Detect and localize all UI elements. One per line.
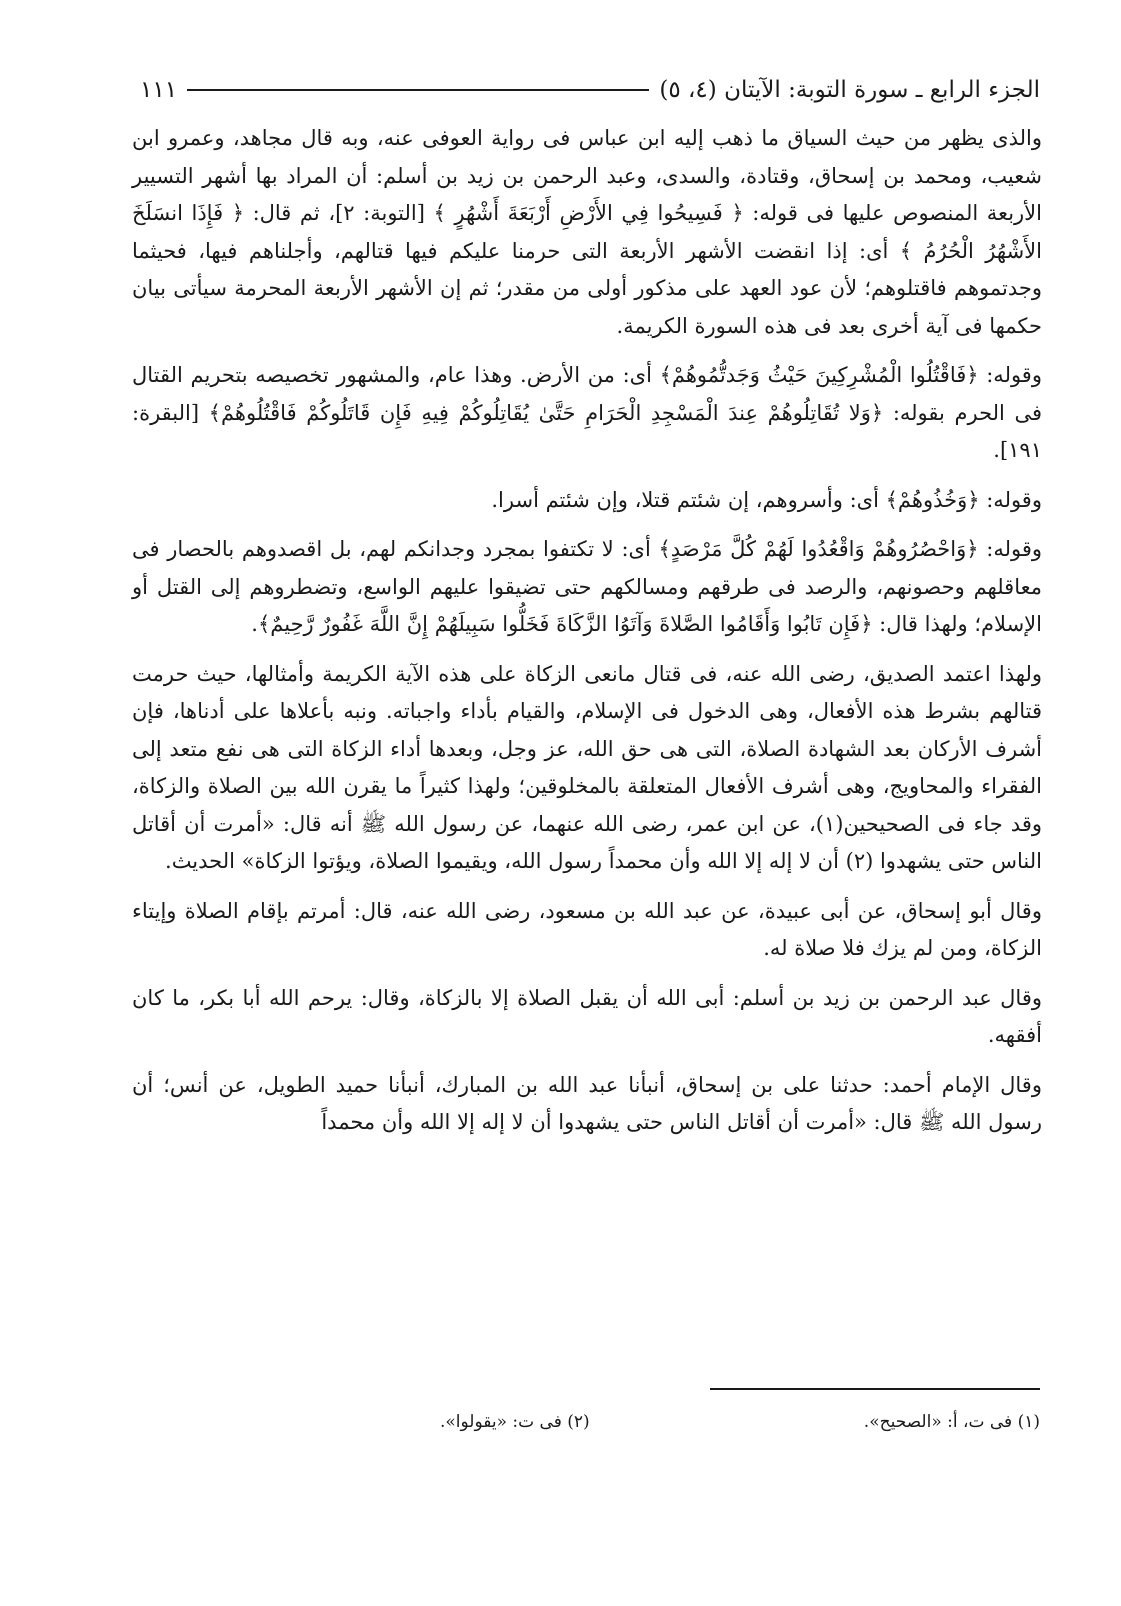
footnotes bbox=[440, 1412, 1040, 1432]
body-text bbox=[132, 120, 1042, 1154]
page-header bbox=[140, 70, 1040, 110]
paragraph-2: وقوله: ﴿فَاقْتُلُوا الْمُشْرِكِينَ حَيْثُ وَجَدتُّمُوهُمْ﴾ أى: من الأرض. وهذا عام، والمشهور تخصيصه بتحريم القتال فى الحرم بقوله: ﴿وَلا تُقَاتِلُوهُمْ عِندَ الْمَسْجِدِ الْحَرَامِ حَتَّىٰ يُقَاتِلُوكُمْ فِيهِ فَإِن قَاتَلُوكُمْ فَاقْتُلُوهُمْ﴾ [البقرة: ١٩١]. bbox=[132, 363, 1042, 462]
footnote-1: (١) فى ت، أ: «الصحيح». bbox=[863, 1412, 1040, 1432]
paragraph-5: ولهذا اعتمد الصديق، رضى الله عنه، فى قتال مانعى الزكاة على هذه الآية الكريمة وأمثالها، حيث حرمت قتالهم بشرط هذه الأفعال، وهى الدخول فى الإسلام، والقيام بأداء واجباته. ونبه بأعلاها على أدناها، فإن أشرف الأركان بعد الشهادة الصلاة، التى هى حق الله، عز وجل، وبعدها أداء الزكاة التى هى نفع متعد إلى الفقراء والمحاويج، وهى أشرف الأفعال المتعلقة بالمخلوقين؛ ولهذا كثيراً ما يقرن الله بين الصلاة والزكاة، وقد جاء فى الصحيحين(١)، عن ابن عمر، رضى الله عنهما، عن رسول الله ﷺ أنه قال: «أمرت أن أقاتل الناس حتى يشهدوا (٢) أن لا إله إلا الله وأن محمداً رسول الله، ويقيموا الصلاة، ويؤتوا الزكاة» الحديث. bbox=[132, 661, 1043, 873]
footnote-2: (٢) فى ت: «يقولوا». bbox=[440, 1412, 590, 1432]
running-title: الجزء الرابع ـ سورة التوبة: الآيتان (٤، ٥) bbox=[659, 77, 1040, 103]
paragraph-6: وقال أبو إسحاق، عن أبى عبيدة، عن عبد الله بن مسعود، رضى الله عنه، قال: أمرتم بإقام الصلاة وإيتاء الزكاة، ومن لم يزك فلا صلاة له. bbox=[132, 898, 1042, 960]
paragraph-1: والذى يظهر من حيث السياق ما ذهب إليه ابن عباس فى رواية العوفى عنه، وبه قال مجاهد، وعمرو ابن شعيب، ومحمد بن إسحاق، وقتادة، والسدى، وعبد الرحمن بن زيد بن أسلم: أن المراد بها أشهر التسيير الأربعة المنصوص عليها فى قوله: ﴿ فَسِيحُوا فِي الأَرْضِ أَرْبَعَةَ أَشْهُرٍ ﴾ [التوبة: ٢]، ثم قال: ﴿ فَإِذَا انسَلَخَ الأَشْهُرُ الْحُرُمُ ﴾ أى: إذا انقضت الأشهر الأربعة التى حرمنا عليكم فيها قتالهم، وأجلناهم فيها، فحيثما وجدتموهم فاقتلوهم؛ لأن عود العهد على مذكور أولى من مقدر؛ ثم إن الأشهر الأربعة المحرمة سيأتى بيان حكمها فى آية أخرى بعد فى هذه السورة الكريمة. bbox=[132, 126, 1042, 338]
paragraph-3: وقوله: ﴿وَخُذُوهُمْ﴾ أى: وأسروهم، إن شئتم قتلا، وإن شئتم أسرا. bbox=[491, 487, 1042, 512]
paragraph-8: وقال الإمام أحمد: حدثنا على بن إسحاق، أنبأنا عبد الله بن المبارك، أنبأنا حميد الطويل، عن أنس؛ أن رسول الله ﷺ قال: «أمرت أن أقاتل الناس حتى يشهدوا أن لا إله إلا الله وأن محمداً bbox=[132, 1072, 1042, 1134]
paragraph-7: وقال عبد الرحمن بن زيد بن أسلم: أبى الله أن يقبل الصلاة إلا بالزكاة، وقال: يرحم الله أبا بكر، ما كان أفقهه. bbox=[132, 985, 1042, 1047]
page-number: ١١١ bbox=[140, 77, 178, 103]
footnote-rule bbox=[710, 1388, 1040, 1390]
header-rule bbox=[187, 89, 649, 91]
paragraph-4: وقوله: ﴿وَاحْصُرُوهُمْ وَاقْعُدُوا لَهُمْ كُلَّ مَرْصَدٍ﴾ أى: لا تكتفوا بمجرد وجدانكم لهم، بل اقصدوهم بالحصار فى معاقلهم وحصونهم، والرصد فى طرقهم ومسالكهم حتى تضيقوا عليهم الواسع، وتضطروهم إلى القتل أو الإسلام؛ ولهذا قال: ﴿فَإِن تَابُوا وَأَقَامُوا الصَّلاةَ وَآتَوُا الزَّكَاةَ فَخَلُّوا سَبِيلَهُمْ إِنَّ اللَّهَ غَفُورٌ رَّحِيمٌ﴾. bbox=[132, 537, 1042, 636]
